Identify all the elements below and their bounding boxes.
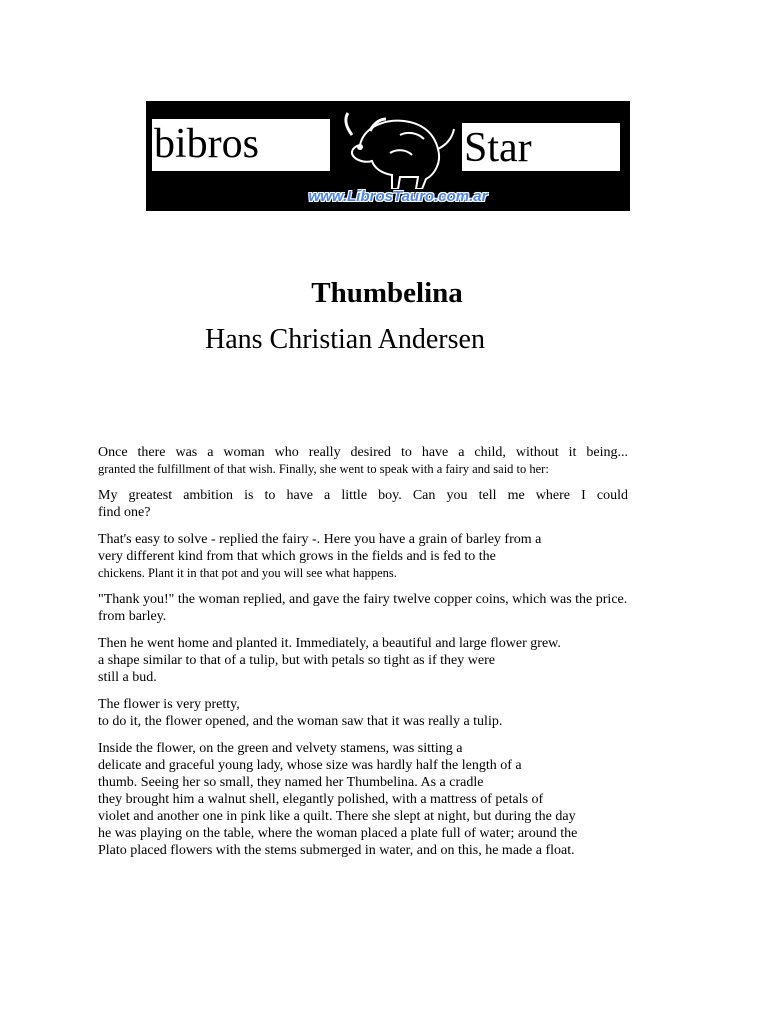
- banner-right-word: Star: [464, 125, 532, 171]
- text-line: very different kind from that which grows in the fields and is fed to the: [98, 549, 496, 564]
- text-line: Once there was a woman who really desired to have a child, without it being...: [98, 445, 628, 460]
- text-line: they brought him a walnut shell, elegantly polished, with a mattress of petals of: [98, 792, 544, 807]
- text-line: granted the fulfillment of that wish. Finally, she went to speak with a fairy and said to her:: [98, 462, 549, 476]
- text-line: violet and another one in pink like a quilt. There she slept at night, but during the day: [98, 809, 576, 824]
- text-line: still a bud.: [98, 670, 157, 685]
- text-line: a shape similar to that of a tulip, but with petals so tight as if they were: [98, 653, 495, 668]
- paragraph: [98, 696, 628, 730]
- banner-left-word: bibros: [154, 121, 259, 167]
- banner-left-box: [152, 119, 330, 171]
- document-author: Hans Christian Andersen: [205, 324, 485, 355]
- text-line: find one?: [98, 505, 151, 520]
- banner-url: www.LibrosTauro.com.ar: [308, 188, 488, 205]
- paragraph: [98, 444, 628, 477]
- text-line: Plato placed flowers with the stems submerged in water, and on this, he made a float.: [98, 843, 575, 858]
- bull-icon: [330, 105, 458, 189]
- text-line: Inside the flower, on the green and velvety stamens, was sitting a: [98, 741, 463, 756]
- text-line: delicate and graceful young lady, whose size was hardly half the length of a: [98, 758, 522, 773]
- story-body: [98, 444, 628, 869]
- text-line: he was playing on the table, where the woman placed a plate full of water; around the: [98, 826, 578, 841]
- text-line: from barley.: [98, 609, 167, 624]
- text-line: The flower is very pretty,: [98, 697, 240, 712]
- header-banner: [146, 101, 630, 211]
- document-title: Thumbelina: [311, 277, 463, 309]
- paragraph: [98, 531, 628, 581]
- text-line: My greatest ambition is to have a little boy. Can you tell me where I could: [98, 488, 628, 503]
- text-line: to do it, the flower opened, and the woman saw that it was really a tulip.: [98, 714, 503, 729]
- paragraph: [98, 591, 628, 625]
- text-line: chickens. Plant it in that pot and you will see what happens.: [98, 566, 397, 580]
- paragraph: [98, 740, 628, 859]
- paragraph: [98, 635, 628, 686]
- banner-right-box: [462, 123, 620, 171]
- text-line: Then he went home and planted it. Immediately, a beautiful and large flower grew.: [98, 636, 561, 651]
- text-line: "Thank you!" the woman replied, and gave the fairy twelve copper coins, which was the price.: [98, 592, 628, 607]
- text-line: That's easy to solve - replied the fairy -. Here you have a grain of barley from a: [98, 532, 542, 547]
- text-line: thumb. Seeing her so small, they named her Thumbelina. As a cradle: [98, 775, 484, 790]
- paragraph: [98, 487, 628, 521]
